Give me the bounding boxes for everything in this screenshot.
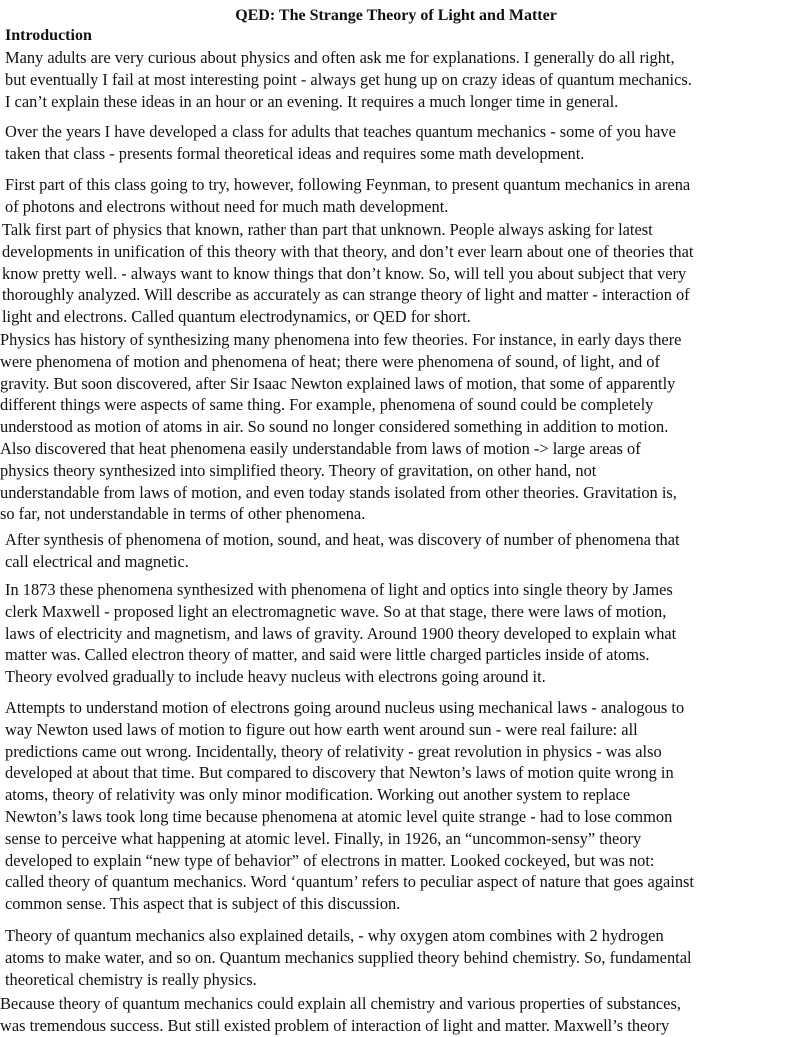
paragraph-10 [5,925,692,990]
text-line: different things were aspects of same thing. For example, phenomena of sound could be completely [0,395,654,415]
text-line: was tremendous success. But still existed problem of interaction of light and matter. Maxwell’s theory [0,1015,670,1035]
text-line: Over the years I have developed a class for adults that teaches quantum mechanics - some of you have [5,122,676,141]
text-line: know pretty well. - always want to know things that don’t know. So, will tell you about subject that very [2,263,687,283]
text-line: physics theory synthesized into simplified theory. Theory of gravitation, on other hand, not [0,460,597,480]
text-line: but eventually I fail at most interesting point - always get hung up on crazy ideas of quantum mechanics. [5,69,692,89]
text-line: predictions came out wrong. Incidentally, theory of relativity - great revolution in physics - was also [5,741,662,761]
document-title: QED: The Strange Theory of Light and Matter [235,7,557,24]
paragraph-3 [5,174,690,218]
text-line: Attempts to understand motion of electrons going around nucleus using mechanical laws - analogous to [5,698,685,717]
text-line: developed at about that time. But compared to discovery that Newton’s laws of motion quite wrong in [5,763,674,783]
text-line: way Newton used laws of motion to figure out how earth went around sun - were real failure: all [5,719,638,739]
paragraph-11 [0,993,681,1037]
text-line: clerk Maxwell - proposed light an electromagnetic wave. So at that stage, there were laws of motion, [5,601,667,621]
text-line: sense to perceive what happening at atomic level. Finally, in 1926, an “uncommon-sensy” theory [5,828,642,848]
text-line: were phenomena of motion and phenomena of heat; there were phenomena of sound, of light, and of [0,351,660,371]
text-line: gravity. But soon discovered, after Sir Isaac Newton explained laws of motion, that some of apparently [0,373,676,393]
text-line: matter was. Called electron theory of matter, and said were little charged particles inside of atoms. [5,645,650,665]
text-line: In 1873 these phenomena synthesized with phenomena of light and optics into single theory by James [5,580,673,599]
paragraph-5 [0,329,681,438]
paragraph-8 [5,579,676,688]
paragraph-1 [5,47,692,112]
text-line: Talk first part of physics that known, rather than part that unknown. People always asking for latest [2,220,653,239]
text-line: Many adults are very curious about physics and often ask me for explanations. I generally do all right, [5,48,675,67]
text-line: laws of electricity and magnetism, and laws of gravity. Around 1900 theory developed to explain what [5,623,677,643]
text-line: of photons and electrons without need for much math development. [5,196,449,216]
text-line: theoretical chemistry is really physics. [5,969,257,989]
paragraph-7 [5,529,680,573]
text-line: so far, not understandable in terms of other phenomena. [0,504,366,524]
text-line: After synthesis of phenomena of motion, sound, and heat, was discovery of number of phenomena that [5,530,680,549]
text-line: call electrical and magnetic. [5,551,189,571]
text-line: atoms, theory of relativity was only minor modification. Working out another system to replace [5,785,631,805]
text-line: understandable from laws of motion, and even today stands isolated from other theories. Gravitation is, [0,482,677,502]
text-line: Theory of quantum mechanics also explained details, - why oxygen atom combines with 2 hydrogen [5,926,664,945]
text-line: Also discovered that heat phenomena easily understandable from laws of motion -> large areas of [0,439,641,458]
text-line: thoroughly analyzed. Will describe as accurately as can strange theory of light and matter - interaction of [2,285,690,305]
text-line: Newton’s laws took long time because phenomena at atomic level quite strange - had to lose common [5,806,673,826]
text-line: Because theory of quantum mechanics could explain all chemistry and various properties of substances, [0,994,681,1013]
text-line: understood as motion of atoms in air. So sound no longer considered something in addition to motion. [0,417,669,437]
section-heading: Introduction [5,27,92,44]
text-line: taken that class - presents formal theoretical ideas and requires some math development. [5,143,585,163]
text-line: First part of this class going to try, however, following Feynman, to present quantum mechanics in arena [5,175,691,194]
text-line: Theory evolved gradually to include heavy nucleus with electrons going around it. [5,667,546,687]
text-line: developed to explain “new type of behavior” of electrons in matter. Looked cockeyed, but was not: [5,850,655,870]
text-line: atoms to make water, and so on. Quantum mechanics supplied theory behind chemistry. So, fundamental [5,947,692,967]
text-line: light and electrons. Called quantum electrodynamics, or QED for short. [2,307,471,327]
paragraph-2 [5,121,676,165]
text-line: common sense. This aspect that is subject of this discussion. [5,894,401,914]
text-line: I can’t explain these ideas in an hour or an evening. It requires a much longer time in general. [5,91,619,111]
text-line: called theory of quantum mechanics. Word ‘quantum’ refers to peculiar aspect of nature that goes against [5,872,694,892]
paragraph-6 [0,438,677,525]
paragraph-4 [2,219,693,328]
text-line: Physics has history of synthesizing many phenomena into few theories. For instance, in early days there [0,330,682,349]
paragraph-9 [5,697,694,915]
text-line: developments in unification of this theory with that theory, and don’t ever learn about one of theories that [2,241,694,261]
